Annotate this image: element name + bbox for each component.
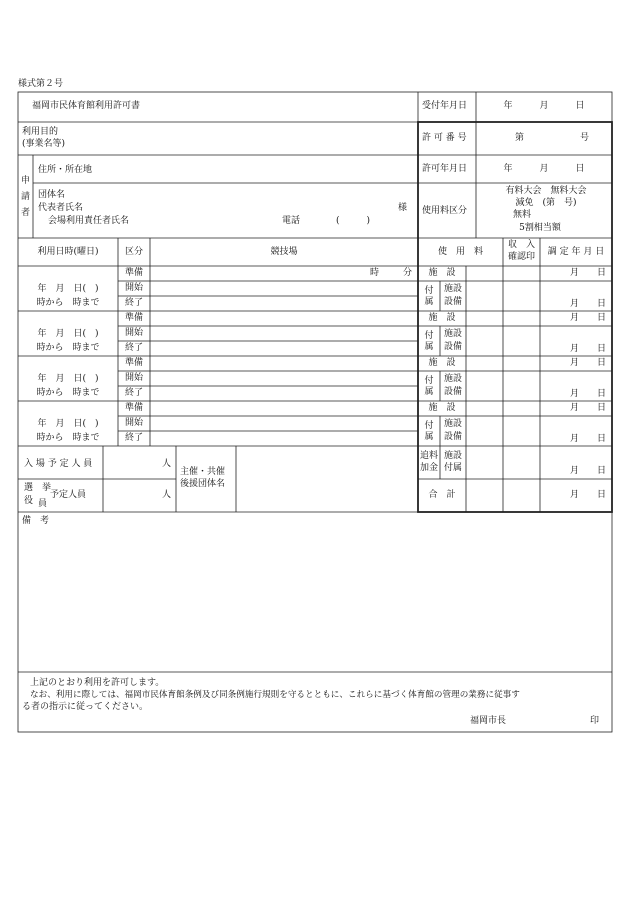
fee-attached-4-date: 月 日: [569, 434, 606, 444]
permit-date-label: 許可年月日: [422, 164, 468, 174]
block-3-start: 開始: [124, 373, 143, 383]
block-4-start: 開始: [124, 418, 143, 428]
fee-attached-3-date: 月 日: [569, 389, 606, 399]
fee-sub-facility-2: 施設: [444, 329, 463, 339]
phone-label: 電話: [282, 216, 301, 226]
applicant-side-label-2: 請: [21, 192, 31, 202]
block-2-date[interactable]: 年 月 日( ): [37, 329, 99, 339]
block-1-prep: 準備: [124, 268, 143, 278]
block-2-prep: 準備: [124, 313, 143, 323]
permit-number-prefix: 第: [515, 133, 525, 143]
block-3-end: 終了: [124, 388, 143, 398]
fee-sub-equipment-1: 設備: [444, 297, 463, 307]
header-receipt-2: 確認印: [507, 252, 535, 262]
fee-facility-3-date: 月 日: [569, 358, 606, 368]
permit-number-suffix: 号: [580, 133, 590, 143]
block-1-date[interactable]: 年 月 日( ): [37, 284, 99, 294]
fee-attached-4a: 付: [424, 421, 434, 431]
staff-label-rest: 予定人員: [50, 490, 87, 500]
footer-line-1: 上記のとおり利用を許可します。: [30, 678, 165, 688]
fee-attached-1a: 付: [424, 286, 434, 296]
block-4-prep: 準備: [124, 403, 143, 413]
footer-line-2: なお、利用に際しては、福岡市民体育館条例及び同条例施行規則を守るとともに、これらに基づく体育館の管理の業務に従事す: [30, 690, 520, 700]
fee-sub-facility-3: 施設: [444, 374, 463, 384]
fee-facility-1-date: 月 日: [569, 268, 606, 278]
applicant-side-label-1: 申: [21, 176, 31, 186]
fee-attached-2b: 属: [424, 342, 434, 352]
fee-attached-2-date: 月 日: [569, 344, 606, 354]
form-title: 福岡市民体育館利用許可書: [32, 101, 141, 111]
seal-mark: 印: [590, 716, 600, 726]
fee-category-option-3: 無料: [512, 210, 531, 220]
phone-field[interactable]: ( ): [336, 216, 371, 226]
block-3-time[interactable]: 時から 時まで: [36, 388, 100, 398]
staff-unit: 人: [162, 490, 172, 500]
fee-facility-2: 施 設: [428, 313, 456, 323]
fee-sub-facility-4: 施設: [444, 419, 463, 429]
purpose-sublabel: (事業名等): [22, 139, 66, 149]
fee-facility-1: 施 設: [428, 268, 456, 278]
staff-label-left: 役: [24, 496, 34, 506]
fee-facility-2-date: 月 日: [569, 313, 606, 323]
fee-sub-equipment-3: 設備: [444, 387, 463, 397]
block-2-end: 終了: [124, 343, 143, 353]
fee-attached-4b: 属: [424, 432, 434, 442]
fee-attached-2a: 付: [424, 331, 434, 341]
block-2-start: 開始: [124, 328, 143, 338]
permit-date-field[interactable]: 年 月 日: [503, 164, 585, 174]
block-3-date[interactable]: 年 月 日( ): [37, 374, 99, 384]
footer-line-3: る者の指示に従ってください。: [22, 702, 149, 712]
header-adjust-date: 調 定 年 月 日: [547, 247, 605, 257]
fee-attached-1b: 属: [424, 297, 434, 307]
total-date: 月 日: [569, 490, 606, 500]
attendance-label: 入 場 予 定 人 員: [24, 459, 93, 469]
fee-facility-4: 施 設: [428, 403, 456, 413]
received-date-field[interactable]: 年 月 日: [503, 101, 585, 111]
block-1-end: 終了: [124, 298, 143, 308]
header-venue: 競技場: [270, 247, 298, 257]
fee-facility-4-date: 月 日: [569, 403, 606, 413]
block-2-time[interactable]: 時から 時まで: [36, 343, 100, 353]
fee-sub-facility-1: 施設: [444, 284, 463, 294]
fee-attached-1-date: 月 日: [569, 299, 606, 309]
block-4-time[interactable]: 時から 時まで: [36, 433, 100, 443]
group-name-label: 団体名: [38, 190, 66, 200]
fee-category-label: 使用料区分: [422, 206, 468, 216]
remarks-field[interactable]: [19, 528, 611, 671]
form-number: 様式第２号: [18, 79, 64, 89]
manager-label: 会場利用責任者氏名: [48, 216, 130, 226]
fee-attached-3b: 属: [424, 387, 434, 397]
block-4-date[interactable]: 年 月 日( ): [37, 419, 99, 429]
fee-facility-3: 施 設: [428, 358, 456, 368]
staff-label-bottom: 員: [38, 499, 48, 509]
address-label: 住所・所在地: [38, 165, 93, 175]
extra-fee-sub-2: 付属: [444, 463, 463, 473]
representative-suffix: 様: [398, 203, 408, 213]
header-date-time: 利用日時(曜日): [37, 247, 99, 257]
extra-fee-sub-1: 施設: [444, 451, 463, 461]
extra-fee-date: 月 日: [569, 466, 606, 476]
signer-label: 福岡市長: [470, 716, 507, 726]
fee-sub-equipment-4: 設備: [444, 432, 463, 442]
total-label: 合 計: [428, 490, 456, 500]
received-date-label: 受付年月日: [422, 101, 468, 111]
fee-attached-3a: 付: [424, 376, 434, 386]
block-3-prep: 準備: [124, 358, 143, 368]
extra-fee-label-2: 加金: [420, 463, 439, 473]
sponsor-label-2: 後援団体名: [180, 479, 226, 489]
header-fee: 使 用 料: [437, 247, 483, 257]
applicant-side-label-3: 者: [21, 208, 31, 218]
header-division: 区分: [124, 247, 143, 257]
header-receipt-1: 収 入: [507, 240, 535, 250]
block-1-minute: 分: [403, 268, 413, 278]
block-4-end: 終了: [124, 433, 143, 443]
purpose-label: 利用目的: [22, 127, 59, 137]
block-1-start: 開始: [124, 283, 143, 293]
permit-number-label: 許 可 番 号: [422, 133, 467, 143]
fee-category-option-2: 減免 (第 号): [515, 198, 577, 208]
fee-sub-equipment-2: 設備: [444, 342, 463, 352]
fee-category-option-4: 5割相当額: [519, 223, 561, 233]
block-1-hour: 時: [370, 268, 380, 278]
remarks-label: 備 考: [22, 516, 50, 526]
block-1-time[interactable]: 時から 時まで: [36, 298, 100, 308]
attendance-unit: 人: [162, 459, 172, 469]
fee-category-option-1: 有料大会 無料大会: [505, 186, 587, 196]
staff-label-top: 選 挙: [24, 483, 52, 493]
representative-label: 代表者氏名: [38, 203, 84, 213]
sponsor-label-1: 主催・共催: [180, 467, 226, 477]
extra-fee-label-1: 追料: [420, 451, 439, 461]
